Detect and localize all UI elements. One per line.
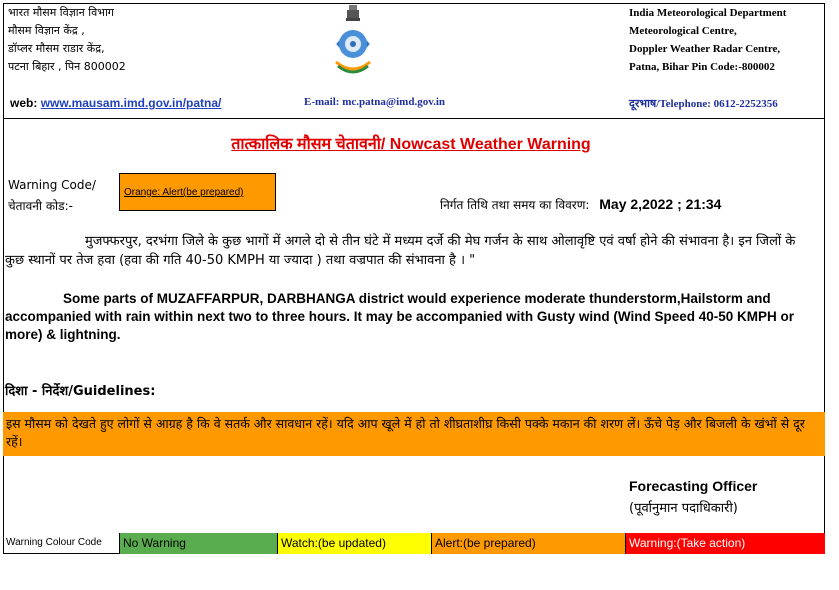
legend-warning: Warning:(Take action)	[626, 533, 825, 554]
english-address	[629, 4, 786, 76]
english-message: Some parts of MUZAFFARPUR, DARBHANGA district would experience moderate thunderstorm,Hailstorm and accompanied with rain within next two to three hours. It may be accompanied with Gusty wind (Wind Speed 40-50 KMPH or more) & lightning.	[5, 291, 794, 342]
guidelines-heading: दिशा - निर्देश/Guidelines:	[5, 384, 156, 399]
email-address[interactable]: E-mail: mc.patna@imd.gov.in	[304, 96, 446, 108]
hindi-address-line: पटना बिहार , पिन 800002	[8, 60, 126, 73]
warning-code-badge: Orange: Alert(be prepared)	[119, 173, 276, 211]
hindi-address	[8, 4, 126, 76]
header-divider	[3, 118, 825, 119]
hindi-address-line: मौसम विज्ञान केंद्र ,	[8, 24, 85, 37]
hindi-address-line: डॉप्लर मौसम राडार केंद्र,	[8, 42, 105, 55]
officer-title: Forecasting Officer	[629, 478, 758, 494]
page-title: तात्कालिक मौसम चेतावनी/ Nowcast Weather Warning	[231, 136, 591, 153]
website-link[interactable]: www.mausam.imd.gov.in/patna/	[40, 96, 222, 110]
english-address-line: Meteorological Centre,	[629, 25, 737, 37]
legend-alert: Alert:(be prepared)	[432, 533, 626, 554]
telephone: दूरभाष/Telephone: 0612-2252356	[629, 98, 778, 110]
guidelines-text: इस मौसम को देखते हुए लोगों से आग्रह है कि वे सतर्क और सावधान रहें। यदि आप खूले में हो तो शीघ्रताशीघ्र किसी पक्के मकान की शरण लें। ऊँचे पेड़ और बिजली के खंभों से दूर रहें।	[6, 416, 805, 449]
warning-code-label	[8, 175, 96, 217]
web-label: web:	[10, 96, 38, 110]
english-address-line: Patna, Bihar Pin Code:-800002	[629, 61, 775, 73]
warning-colour-legend	[3, 533, 825, 554]
issued-value: May 2,2022 ; 21:34	[599, 196, 722, 212]
website	[10, 96, 221, 110]
warning-code-label-hi: चेतावनी कोड:-	[8, 199, 73, 213]
issued-label: निर्गत तिथि तथा समय का विवरण:	[440, 198, 590, 212]
issued-datetime	[440, 196, 721, 213]
legend-label: Warning Colour Code	[3, 533, 120, 554]
emblem-icon	[330, 4, 376, 76]
hindi-message: मुजफ्फरपुर, दरभंगा जिले के कुछ भागों में अगले दो से तीन घंटे में मध्यम दर्जे की मेघ गर्जन के साथ ओलावृष्टि एवं वर्षा होने की संभावना है। इन जिलों के कुछ स्थानों पर तेज हवा (हवा की गति 40-50 KMPH या ज्यादा ) तथा वज्रपात की संभावना है । "	[5, 234, 796, 268]
legend-no-warning: No Warning	[120, 533, 278, 554]
english-address-line: Doppler Weather Radar Centre,	[629, 43, 781, 55]
warning-code-label-en: Warning Code/	[8, 178, 96, 192]
officer-title-hindi: (पूर्वानुमान पदाधिकारी)	[629, 501, 738, 516]
english-address-line: India Meteorological Department	[629, 7, 787, 19]
warning-frame	[3, 3, 825, 554]
hindi-address-line: भारत मौसम विज्ञान विभाग	[8, 6, 114, 19]
legend-watch: Watch:(be updated)	[278, 533, 432, 554]
